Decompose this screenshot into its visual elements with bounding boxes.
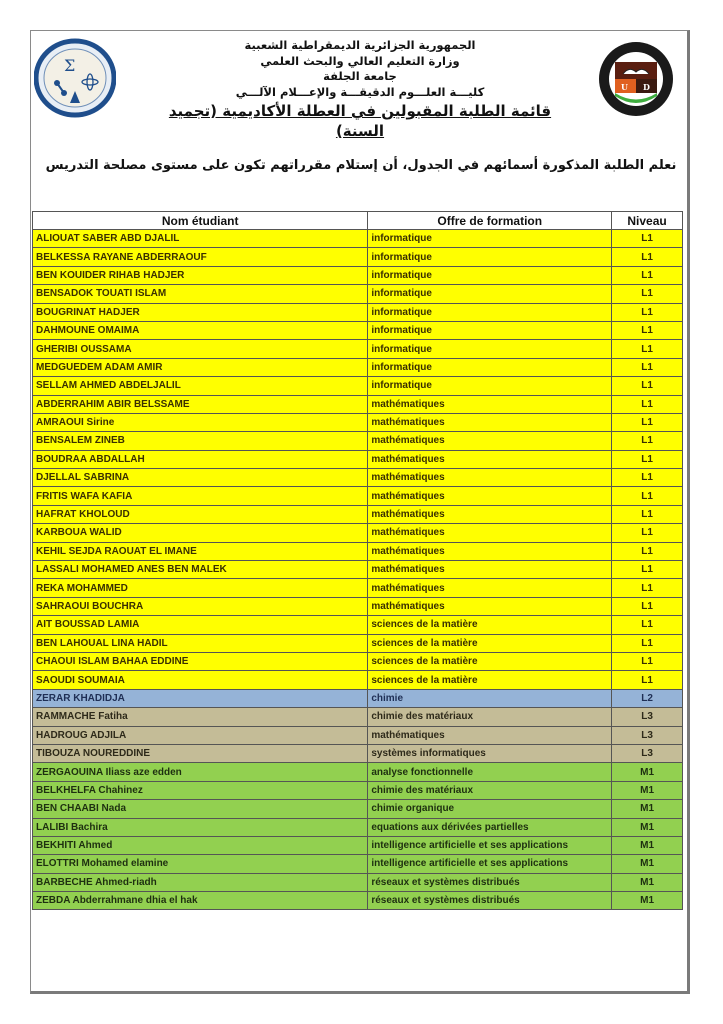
cell-formation: intelligence artificielle et ses applications (368, 836, 612, 854)
cell-formation: mathématiques (368, 450, 612, 468)
cell-formation: chimie organique (368, 800, 612, 818)
cell-level: L1 (612, 248, 683, 266)
cell-formation: informatique (368, 303, 612, 321)
cell-student-name: HAFRAT KHOLOUD (33, 505, 368, 523)
cell-formation: réseaux et systèmes distribués (368, 873, 612, 891)
cell-student-name: KEHIL SEJDA RAOUAT EL IMANE (33, 542, 368, 560)
table-row (33, 855, 683, 873)
cell-level: L1 (612, 377, 683, 395)
cell-formation: mathématiques (368, 561, 612, 579)
cell-formation: informatique (368, 230, 612, 248)
cell-level: L1 (612, 285, 683, 303)
cell-student-name: BEN CHAABI Nada (33, 800, 368, 818)
header-line-faculty: كليـــة العلـــوم الدقيقـــة والإعـــلام الآلـــي (235, 84, 485, 99)
column-header-name: Nom étudiant (33, 212, 368, 230)
table-row (33, 579, 683, 597)
column-header-formation: Offre de formation (368, 212, 612, 230)
cell-student-name: BOUDRAA ABDALLAH (33, 450, 368, 468)
students-table (32, 211, 683, 910)
cell-student-name: AMRAOUI Sirine (33, 413, 368, 431)
cell-formation: mathématiques (368, 524, 612, 542)
cell-formation: mathématiques (368, 432, 612, 450)
table-row (33, 836, 683, 854)
document-header (150, 38, 570, 141)
cell-level: M1 (612, 818, 683, 836)
cell-level: L1 (612, 321, 683, 339)
cell-student-name: BELKESSA RAYANE ABDERRAOUF (33, 248, 368, 266)
header-line-republic: الجمهورية الجزائرية الديمقراطية الشعبية (244, 38, 476, 52)
table-row (33, 358, 683, 376)
notice-text: نعلم الطلبة المذكورة أسمائهم في الجدول، أن إستلام مقرراتهم تكون على مستوى مصلحة التدريس (45, 158, 677, 173)
table-row (33, 652, 683, 670)
cell-student-name: KARBOUA WALID (33, 524, 368, 542)
table-row (33, 395, 683, 413)
cell-student-name: REKA MOHAMMED (33, 579, 368, 597)
cell-student-name: DJELLAL SABRINA (33, 469, 368, 487)
cell-formation: mathématiques (368, 505, 612, 523)
cell-student-name: BEN KOUIDER RIHAB HADJER (33, 266, 368, 284)
cell-level: L1 (612, 505, 683, 523)
table-row (33, 616, 683, 634)
table-row (33, 671, 683, 689)
column-header-level: Niveau (612, 212, 683, 230)
table-row (33, 340, 683, 358)
cell-student-name: SAHRAOUI BOUCHRA (33, 597, 368, 615)
cell-formation: informatique (368, 266, 612, 284)
header-line-university: جامعة الجلفة (323, 69, 397, 83)
faculty-logo (34, 37, 116, 119)
table-row (33, 744, 683, 762)
cell-student-name: BOUGRINAT HADJER (33, 303, 368, 321)
cell-level: M1 (612, 873, 683, 891)
cell-student-name: BELKHELFA Chahinez (33, 781, 368, 799)
table-row (33, 303, 683, 321)
cell-student-name: DAHMOUNE OMAIMA (33, 321, 368, 339)
cell-formation: chimie (368, 689, 612, 707)
cell-level: M1 (612, 855, 683, 873)
table-row (33, 469, 683, 487)
cell-formation: informatique (368, 377, 612, 395)
cell-formation: mathématiques (368, 597, 612, 615)
cell-level: L1 (612, 230, 683, 248)
table-row (33, 763, 683, 781)
cell-level: L1 (612, 358, 683, 376)
cell-level: L1 (612, 524, 683, 542)
cell-level: L1 (612, 542, 683, 560)
cell-level: L1 (612, 340, 683, 358)
cell-formation: sciences de la matière (368, 652, 612, 670)
cell-formation: mathématiques (368, 395, 612, 413)
cell-level: L1 (612, 579, 683, 597)
cell-student-name: BENSADOK TOUATI ISLAM (33, 285, 368, 303)
cell-student-name: ELOTTRI Mohamed elamine (33, 855, 368, 873)
cell-student-name: BENSALEM ZINEB (33, 432, 368, 450)
cell-level: L3 (612, 744, 683, 762)
cell-student-name: BEN LAHOUAL LINA HADIL (33, 634, 368, 652)
cell-formation: mathématiques (368, 469, 612, 487)
cell-level: L1 (612, 303, 683, 321)
table-row (33, 781, 683, 799)
cell-formation: informatique (368, 285, 612, 303)
cell-level: L3 (612, 708, 683, 726)
cell-student-name: ALIOUAT SABER ABD DJALIL (33, 230, 368, 248)
header-line-ministry: وزارة التعليم العالي والبحث العلمي (260, 53, 460, 68)
table-row (33, 597, 683, 615)
table-row (33, 266, 683, 284)
cell-formation: réseaux et systèmes distribués (368, 892, 612, 910)
cell-student-name: HADROUG ADJILA (33, 726, 368, 744)
cell-level: L1 (612, 432, 683, 450)
cell-student-name: ABDERRAHIM ABIR BELSSAME (33, 395, 368, 413)
cell-student-name: SAOUDI SOUMAIA (33, 671, 368, 689)
table-row (33, 708, 683, 726)
cell-formation: sciences de la matière (368, 671, 612, 689)
table-row (33, 230, 683, 248)
cell-student-name: LASSALI MOHAMED ANES BEN MALEK (33, 561, 368, 579)
cell-level: L1 (612, 597, 683, 615)
cell-student-name: CHAOUI ISLAM BAHAA EDDINE (33, 652, 368, 670)
table-row (33, 413, 683, 431)
cell-level: L2 (612, 689, 683, 707)
cell-student-name: RAMMACHE Fatiha (33, 708, 368, 726)
document-title: قائمة الطلبة المقبولين في العطلة الأكاديمية (تجميد السنة) (168, 102, 552, 140)
cell-level: L1 (612, 266, 683, 284)
table-row (33, 377, 683, 395)
svg-text:Σ: Σ (64, 56, 76, 75)
table-row (33, 689, 683, 707)
cell-level: L1 (612, 450, 683, 468)
cell-student-name: LALIBI Bachira (33, 818, 368, 836)
cell-student-name: SELLAM AHMED ABDELJALIL (33, 377, 368, 395)
cell-formation: systèmes informatiques (368, 744, 612, 762)
table-row (33, 524, 683, 542)
cell-formation: informatique (368, 340, 612, 358)
cell-student-name: ZERGAOUINA Iliass aze edden (33, 763, 368, 781)
cell-level: L1 (612, 652, 683, 670)
cell-level: L3 (612, 726, 683, 744)
cell-level: M1 (612, 800, 683, 818)
table-row (33, 818, 683, 836)
cell-level: L1 (612, 634, 683, 652)
cell-formation: equations aux dérivées partielles (368, 818, 612, 836)
table-row (33, 561, 683, 579)
table-row (33, 800, 683, 818)
cell-formation: sciences de la matière (368, 616, 612, 634)
table-row (33, 892, 683, 910)
cell-level: L1 (612, 469, 683, 487)
table-row (33, 505, 683, 523)
table-row (33, 432, 683, 450)
cell-formation: mathématiques (368, 487, 612, 505)
table-row (33, 542, 683, 560)
cell-student-name: MEDGUEDEM ADAM AMIR (33, 358, 368, 376)
cell-level: M1 (612, 892, 683, 910)
table-row (33, 248, 683, 266)
cell-level: L1 (612, 616, 683, 634)
cell-level: M1 (612, 763, 683, 781)
cell-student-name: ZERAR KHADIDJA (33, 689, 368, 707)
cell-formation: chimie des matériaux (368, 708, 612, 726)
cell-formation: analyse fonctionnelle (368, 763, 612, 781)
table-row (33, 285, 683, 303)
svg-text:U: U (621, 82, 628, 92)
cell-student-name: BEKHITI Ahmed (33, 836, 368, 854)
table-row (33, 321, 683, 339)
table-row (33, 873, 683, 891)
table-row (33, 726, 683, 744)
cell-formation: mathématiques (368, 542, 612, 560)
cell-student-name: BARBECHE Ahmed-riadh (33, 873, 368, 891)
cell-formation: informatique (368, 321, 612, 339)
cell-formation: informatique (368, 358, 612, 376)
svg-text:D: D (643, 82, 650, 92)
cell-student-name: TIBOUZA NOUREDDINE (33, 744, 368, 762)
cell-level: L1 (612, 395, 683, 413)
cell-formation: sciences de la matière (368, 634, 612, 652)
cell-formation: chimie des matériaux (368, 781, 612, 799)
cell-formation: mathématiques (368, 579, 612, 597)
cell-formation: mathématiques (368, 726, 612, 744)
university-logo (597, 40, 675, 118)
cell-student-name: GHERIBI OUSSAMA (33, 340, 368, 358)
table-row (33, 450, 683, 468)
cell-formation: mathématiques (368, 413, 612, 431)
cell-student-name: AIT BOUSSAD LAMIA (33, 616, 368, 634)
table-row (33, 634, 683, 652)
cell-level: M1 (612, 836, 683, 854)
cell-formation: informatique (368, 248, 612, 266)
cell-level: L1 (612, 413, 683, 431)
cell-level: L1 (612, 671, 683, 689)
cell-level: L1 (612, 561, 683, 579)
cell-level: L1 (612, 487, 683, 505)
cell-student-name: ZEBDA Abderrahmane dhia el hak (33, 892, 368, 910)
cell-level: M1 (612, 781, 683, 799)
table-header-row (33, 212, 683, 230)
cell-student-name: FRITIS WAFA KAFIA (33, 487, 368, 505)
cell-formation: intelligence artificielle et ses applications (368, 855, 612, 873)
table-row (33, 487, 683, 505)
